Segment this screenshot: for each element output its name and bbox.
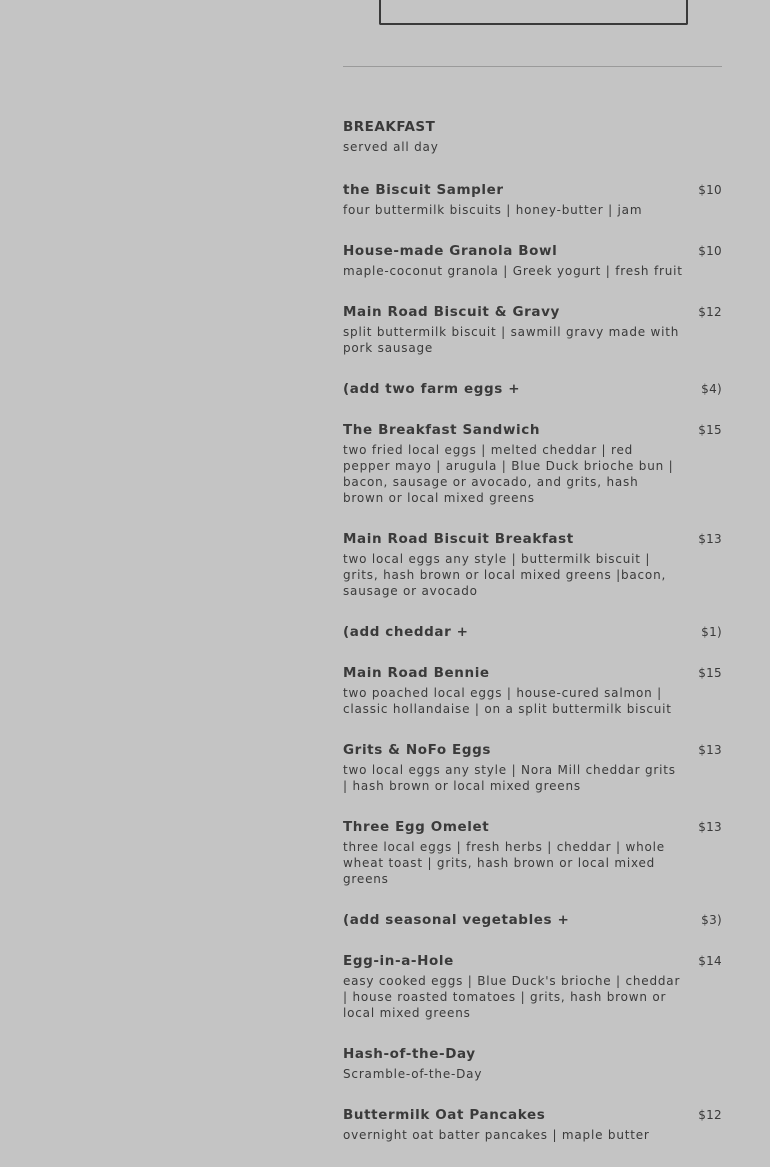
breakfast-menu	[343, 118, 722, 1167]
item-price: $10	[698, 183, 722, 197]
section-title: BREAKFAST	[343, 119, 436, 135]
item-description: four buttermilk biscuits | honey-butter | jam	[343, 203, 643, 217]
item-description: split buttermilk biscuit | sawmill gravy made with pork sausage	[343, 325, 680, 355]
item-price: $12	[698, 1108, 722, 1122]
item-name: Main Road Biscuit & Gravy	[343, 304, 560, 320]
item-name: Main Road Bennie	[343, 665, 490, 681]
menu-item-hash-of-the-day	[343, 1045, 722, 1082]
menu-item-biscuit-gravy	[343, 303, 722, 356]
addon-name: (add two farm eggs +	[343, 381, 521, 397]
addon-price: $3)	[701, 913, 722, 927]
item-name: Grits & NoFo Eggs	[343, 742, 492, 758]
menu-item-grits-eggs	[343, 741, 722, 794]
item-name: The Breakfast Sandwich	[343, 422, 541, 438]
menu-addon-vegetables	[343, 911, 722, 929]
item-name: House-made Granola Bowl	[343, 243, 558, 259]
item-description: two poached local eggs | house-cured salmon | classic hollandaise | on a split buttermilk biscuit	[343, 686, 672, 716]
section-divider	[343, 66, 722, 67]
menu-addon-cheddar	[343, 623, 722, 641]
addon-price: $1)	[701, 625, 722, 639]
menu-item-egg-in-a-hole	[343, 952, 722, 1021]
item-description: three local eggs | fresh herbs | cheddar | whole wheat toast | grits, hash brown or local mixed greens	[343, 840, 665, 886]
menu-item-biscuit-sampler	[343, 181, 722, 218]
menu-item-oat-pancakes	[343, 1106, 722, 1143]
item-name: Three Egg Omelet	[343, 819, 490, 835]
item-description: overnight oat batter pancakes | maple butter	[343, 1128, 650, 1142]
item-description: easy cooked eggs | Blue Duck's brioche | cheddar | house roasted tomatoes | grits, hash brown or local mixed greens	[343, 974, 681, 1020]
item-price: $12	[698, 305, 722, 319]
menu-item-omelet	[343, 818, 722, 887]
item-price: $13	[698, 743, 722, 757]
item-description: two fried local eggs | melted cheddar | red pepper mayo | arugula | Blue Duck brioche bun | bacon, sausage or avocado, and grits, hash brown or local mixed greens	[343, 443, 674, 505]
item-price: $15	[698, 666, 722, 680]
item-price: $15	[698, 423, 722, 437]
addon-name: (add cheddar +	[343, 624, 469, 640]
menu-item-granola-bowl	[343, 242, 722, 279]
menu-addon-farm-eggs	[343, 380, 722, 398]
item-price: $13	[698, 532, 722, 546]
item-description: two local eggs any style | Nora Mill cheddar grits | hash brown or local mixed greens	[343, 763, 676, 793]
item-name: Hash-of-the-Day	[343, 1046, 476, 1062]
item-name: Buttermilk Oat Pancakes	[343, 1107, 546, 1123]
addon-name: (add seasonal vegetables +	[343, 912, 570, 928]
addon-price: $4)	[701, 382, 722, 396]
menu-item-breakfast-sandwich	[343, 421, 722, 506]
item-price: $14	[698, 954, 722, 968]
item-description: two local eggs any style | buttermilk biscuit | grits, hash brown or local mixed greens |bacon, sausage or avocado	[343, 552, 667, 598]
item-description: Scramble-of-the-Day	[343, 1067, 483, 1081]
item-name: Egg-in-a-Hole	[343, 953, 454, 969]
item-name: Main Road Biscuit Breakfast	[343, 531, 574, 547]
item-description: maple-coconut granola | Greek yogurt | fresh fruit	[343, 264, 683, 278]
item-name: the Biscuit Sampler	[343, 182, 504, 198]
section-subtitle: served all day	[343, 140, 439, 154]
menu-item-biscuit-breakfast	[343, 530, 722, 599]
top-button-outline[interactable]	[379, 0, 688, 25]
menu-item-bennie	[343, 664, 722, 717]
item-price: $10	[698, 244, 722, 258]
item-price: $13	[698, 820, 722, 834]
